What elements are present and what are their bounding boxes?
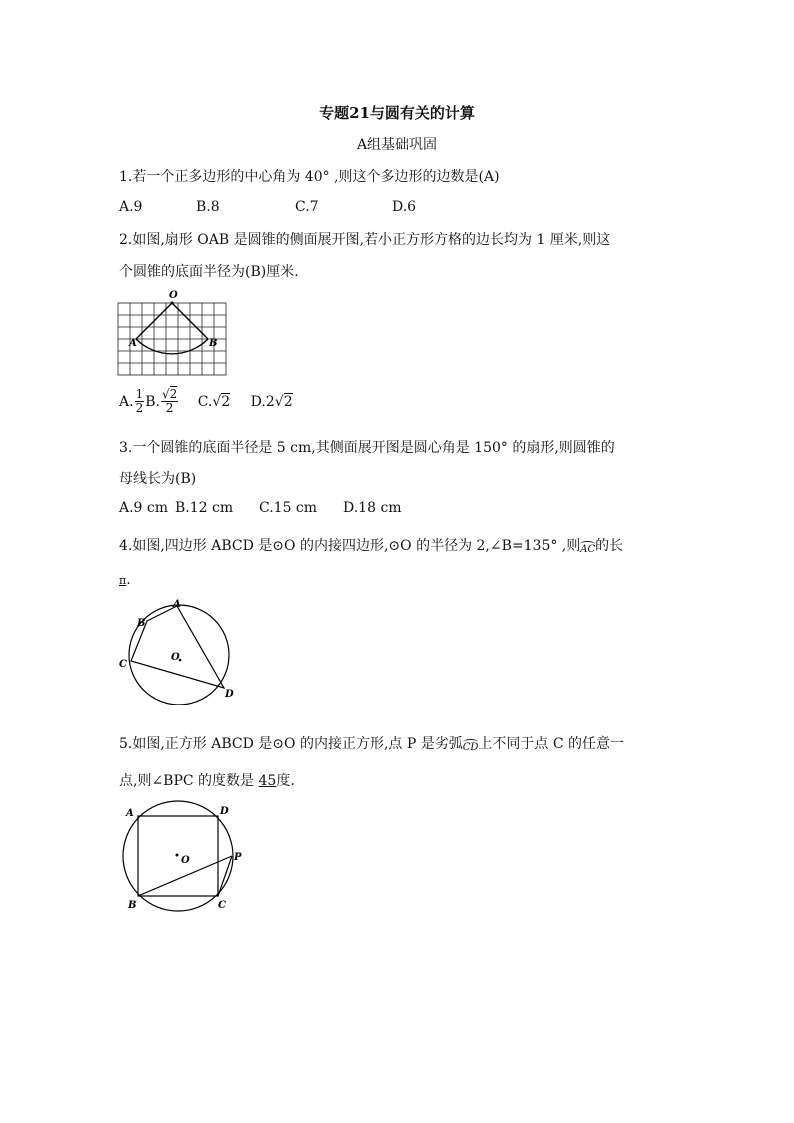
q3-option-b: B.12 cm xyxy=(175,500,234,516)
q4-arc-ac: AC xyxy=(580,544,596,555)
q2-label-o: O xyxy=(169,290,178,301)
q5-label-o: O xyxy=(181,855,190,866)
q5-line2: 点,则∠BPC 的度数是 45度. xyxy=(119,773,295,789)
q1-options xyxy=(119,199,416,215)
q4-label-c: C xyxy=(119,659,127,670)
q2-line2: 个圆锥的底面半径为(B)厘米. xyxy=(119,264,299,280)
q4-label-a: A xyxy=(173,599,181,610)
q2-option-a: A. $\frac{1}{2}$ xyxy=(119,387,144,415)
q1-text: 1.若一个正多边形的中心角为 40° ,则这个多边形的边数是(A) xyxy=(119,169,500,185)
q4-line2: π. xyxy=(119,572,131,588)
q4-label-o: O xyxy=(171,652,180,663)
q3-option-a: A.9 cm xyxy=(119,500,169,516)
q5-label-d: D xyxy=(220,806,229,817)
q5-line1: 5.如图,正方形 ABCD 是⊙O 的内接正方形,点 P 是劣弧CD上不同于点 C 的任意一 xyxy=(119,736,625,753)
q3-line1: 3.一个圆锥的底面半径是 5 cm,其侧面展开图是圆心角是 150° 的扇形,则圆锥的 xyxy=(119,440,615,456)
q2-options xyxy=(119,388,293,415)
q4-label-d: D xyxy=(225,689,234,700)
q3-option-c: C.15 cm xyxy=(259,500,318,516)
q2-label-b: B xyxy=(209,338,218,349)
q2-option-c: C.√2 xyxy=(197,393,231,410)
q1-option-a: A.9 xyxy=(119,199,143,215)
q3-options xyxy=(119,500,402,516)
q3-line2: 母线长为(B) xyxy=(119,471,197,487)
q5-circle-figure xyxy=(114,798,254,912)
q5-arc-cd: CD xyxy=(462,742,479,753)
q5-label-p: P xyxy=(234,852,242,863)
q2-grid-figure xyxy=(114,288,232,378)
q2-line1: 2.如图,扇形 OAB 是圆锥的侧面展开图,若小正方形方格的边长均为 1 厘米,则这 xyxy=(119,232,611,248)
q2-option-d: D.2√2 xyxy=(250,393,293,410)
q2-option-b: B. $\frac{√2}{2}$ xyxy=(145,387,178,415)
q5-label-c: C xyxy=(218,900,226,911)
q5-answer: 45 xyxy=(258,773,277,789)
q1-option-d: D.6 xyxy=(392,199,417,215)
q5-label-b: B xyxy=(128,900,137,911)
q4-label-b: B xyxy=(137,618,146,629)
q4-line1: 4.如图,四边形 ABCD 是⊙O 的内接四边形,⊙O 的半径为 2,∠B=135° ,则AC的长 xyxy=(119,538,624,555)
q2-label-a: A xyxy=(129,338,137,349)
q1-option-b: B.8 xyxy=(196,199,220,215)
q4-answer: π xyxy=(119,574,127,587)
q5-label-a: A xyxy=(126,808,134,819)
q1-option-c: C.7 xyxy=(295,199,319,215)
section-subtitle: A组基础巩固 xyxy=(356,137,438,153)
page-title: 专题21与圆有关的计算 xyxy=(319,104,475,122)
q4-circle-figure xyxy=(114,597,246,705)
q3-option-d: D.18 cm xyxy=(343,500,402,516)
